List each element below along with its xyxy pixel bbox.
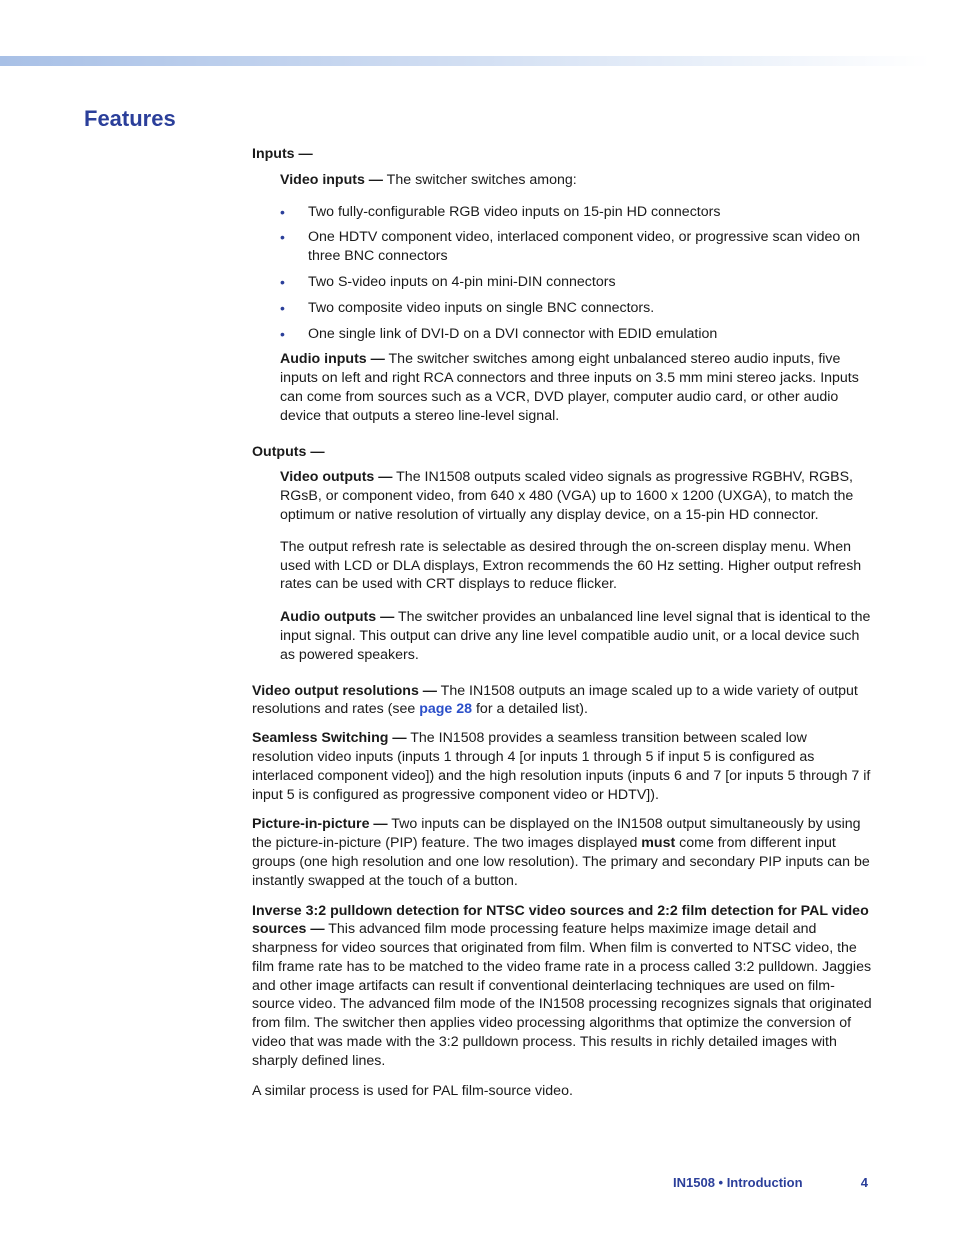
audio-outputs-label: Audio outputs — — [280, 609, 395, 626]
outputs-heading: Outputs — — [252, 443, 325, 460]
outputs-section — [252, 468, 872, 664]
video-outputs-text: The IN1508 outputs scaled video signals as progressive RGBHV, RGBS, RGsB, or component video, from 640 x 480 (VGA) up to 1600 x 1200 (UXGA), to match the optimum or native resolution of virtually any display device, on a 15-pin HD connector. — [280, 469, 854, 523]
page-title: Features — [84, 106, 176, 131]
list-item: • Two composite video inputs on single BNC connectors. — [280, 299, 655, 316]
video-inputs-paragraph — [280, 171, 872, 190]
audio-outputs-paragraph — [280, 608, 872, 664]
video-inputs-label: Video inputs — — [280, 171, 383, 188]
list-item: • One single link of DVI-D on a DVI connector with EDID emulation — [280, 325, 718, 342]
page-28-link[interactable]: page 28 — [419, 701, 473, 718]
list-item: • Two fully-configurable RGB video inputs on 15-pin HD connectors — [280, 203, 721, 220]
audio-inputs-text: The switcher switches among eight unbalanced stereo audio inputs, five inputs on left and right RCA connectors and three inputs on 3.5 mm mini stereo jacks. Inputs can come from sources such as a VCR, DVD player, computer audio card, or other audio device that outputs a stereo line-level signal. — [280, 351, 859, 424]
refresh-rate-paragraph: The output refresh rate is selectable as desired through the on-screen display menu. When used with LCD or DLA displays, Extron recommends the 60 Hz setting. Higher output refresh rates can be used with CRT displays to reduce flicker. — [280, 538, 862, 593]
audio-outputs-text: The switcher provides an unbalanced line level signal that is identical to the input signal. This output can drive any line level compatible audio unit, or a local device such as powered speakers. — [280, 609, 871, 663]
features-content — [252, 145, 872, 1100]
video-outputs-paragraph — [280, 468, 872, 524]
footer-page-number: 4 — [860, 1175, 868, 1190]
video-outputs-label: Video outputs — — [280, 469, 393, 486]
list-item: • One HDTV component video, interlaced component video, or progressive scan video on three BNC connectors — [280, 229, 861, 265]
must-emphasis: must — [641, 835, 676, 852]
bullet-icon: • — [280, 273, 285, 290]
pal-note: A similar process is used for PAL film-source video. — [252, 1082, 573, 1099]
header-accent-bar — [0, 56, 930, 66]
pulldown-paragraph: Inverse 3:2 pulldown detection for NTSC video sources and 2:2 film detection for PAL video sources — This advanced film mode processing feature helps maximize image detail and sharpness for video sources that originated from film. When film is converted to NTSC video, the film frame rate has to be matched to the video frame rate in a process called 3:2 pulldown. Jaggies and other image artifacts can result if conventional deinterlacing techniques are used on film-source video. The advanced film mode of the IN1508 processing recognizes signals that originated from film. The switcher then applies video processing algorithms that optimize the conversion of video that was made with the 3:2 pulldown process. This results in richly detailed images with sharply defined lines. — [252, 902, 872, 1069]
inputs-section — [252, 171, 872, 426]
footer-doc-title: IN1508 • Introduction — [673, 1175, 803, 1190]
pip-paragraph: Picture-in-picture — Two inputs can be displayed on the IN1508 output simultaneously by using the picture-in-picture (PIP) feature. The two images displayed must come from different input groups (one high resolution and one low resolution). The primary and secondary PIP inputs can be instantly swapped at the touch of a button. — [252, 816, 870, 889]
seamless-label: Seamless Switching — — [252, 730, 407, 747]
audio-inputs-label: Audio inputs — — [280, 351, 385, 368]
pip-label: Picture-in-picture — — [252, 816, 388, 833]
pulldown-label: Inverse 3:2 pulldown detection for NTSC video sources and 2:2 film detection for PAL video sources — — [252, 902, 869, 938]
resolutions-paragraph: Video output resolutions — The IN1508 outputs an image scaled up to a wide variety of output resolutions and rates (see page 28 for a detailed list). — [252, 682, 858, 718]
audio-inputs-paragraph — [280, 350, 872, 425]
bullet-icon: • — [280, 299, 285, 316]
bullet-icon: • — [280, 203, 285, 220]
bullet-icon: • — [280, 325, 285, 342]
video-inputs-text: The switcher switches among: — [383, 171, 577, 188]
inputs-heading: Inputs — — [252, 146, 313, 162]
seamless-paragraph: Seamless Switching — The IN1508 provides a seamless transition between scaled low resolution video inputs (inputs 1 through 4 [or inputs 1 through 5 if input 5 is configured as interlaced component video]) and the high resolution inputs (inputs 6 and 7 [or inputs 5 through 7 if input 5 is configured as progressive component video or HDTV]). — [252, 730, 871, 803]
video-inputs-list — [280, 203, 872, 344]
bullet-icon: • — [280, 229, 285, 246]
resolutions-label: Video output resolutions — — [252, 682, 437, 699]
list-item: • Two S-video inputs on 4-pin mini-DIN connectors — [280, 273, 616, 290]
